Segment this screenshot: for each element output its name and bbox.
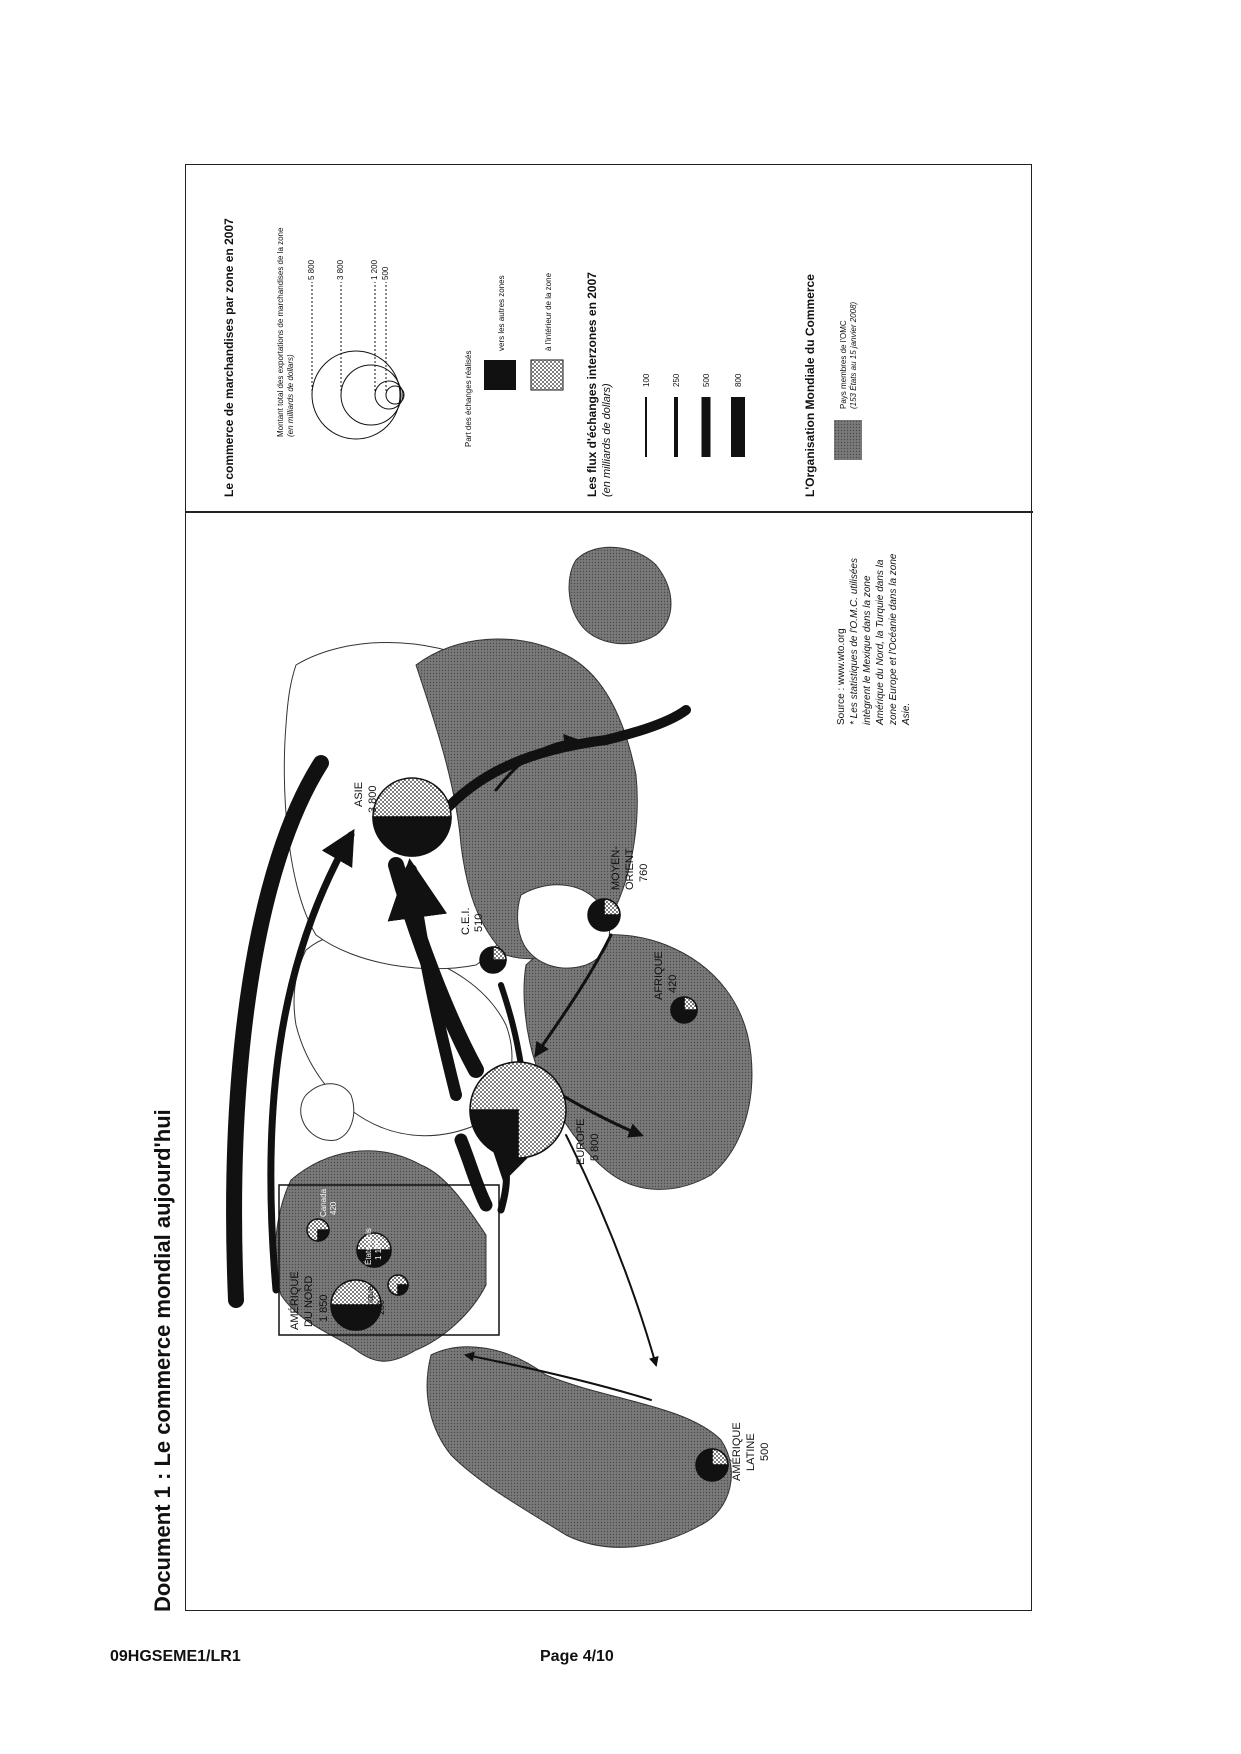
legend-flow-value-2: 250 [672,373,681,387]
legend-wto-title: L'Organisation Mondiale du Commerce [803,274,817,497]
label-cei: C.E.I. [460,907,472,935]
flow-america-europe [496,1150,506,1210]
legend-wto-note: (153 États au 15 janvier 2008) [849,301,858,409]
source-line-2: * Les statistiques de l'O.M.C. utilisées [849,558,860,725]
source-line-1: Source : www.wto.org [836,628,847,725]
label-moyen-orient-value: 760 [638,863,650,882]
legend [222,218,862,497]
legend-section1-title: Le commerce de marchandises par zone en 2007 [222,218,236,497]
label-asie: ASIE [353,781,365,807]
legend-flows-title: Les flux d'échanges interzones en 2007 [585,272,599,497]
label-etats-unis-value: 1 150 [374,1239,383,1260]
legend-share-caption: Part des échanges réalisés [464,350,473,447]
label-amerique-nord-1: AMÉRIQUE [289,1271,301,1330]
legend-circles-unit: (en milliards de dollars) [286,354,295,437]
canada-circle [307,1219,329,1241]
label-canada-value: 420 [329,1201,338,1215]
source-line-3: intègrent le Mexique dans la zone [862,575,873,725]
legend-divider [186,511,1033,513]
label-canada: Canada [319,1188,328,1217]
label-mexique-value: 280 [376,1299,386,1315]
document-title: Document 1 : Le commerce mondial aujourd'hui [150,1109,175,1612]
legend-wto-item: Pays membres de l'OMC [839,320,848,409]
label-europe-value: 5 800 [589,1133,601,1161]
label-afrique: AFRIQUE [653,951,665,1000]
label-europe: EUROPE [575,1118,587,1165]
map-figure [186,165,1033,1612]
label-amerique-latine-value: 500 [759,1442,771,1461]
oceania-landmass [569,547,671,643]
source-line-6: Asie. [901,702,912,725]
label-afrique-value: 420 [667,974,679,993]
footer-page-number: Page 4/10 [540,1648,614,1665]
legend-circle-value-3: 1 200 [370,259,379,280]
label-amerique-latine-1: AMÉRIQUE [731,1422,743,1481]
greenland-landmass [301,1084,354,1141]
legend-share-inside-swatch [531,360,563,390]
asia-circle [373,778,451,856]
mexique-circle [388,1275,408,1295]
cei-circle [480,947,506,973]
document-frame [185,164,1032,1611]
legend-share-other: vers les autres zones [497,275,506,351]
legend-wto-swatch [834,420,862,460]
moyen-orient-circle [588,899,620,931]
legend-circles-caption: Montant total des exportations de marchandises de la zone [276,227,285,437]
europe-circle [470,1062,566,1158]
legend-flows-unit: (en milliards de dollars) [601,383,613,497]
flow-europe-america [461,1140,486,1205]
legend-circle-value-1: 5 800 [307,259,316,280]
legend-flow-value-3: 500 [702,373,711,387]
source-line-5: zone Europe et l'Océanie dans la zone [888,553,899,725]
legend-circle-value-2: 3 800 [336,259,345,280]
legend-flow-value-4: 800 [734,373,743,387]
legend-circle-value-4: 500 [381,266,390,280]
afrique-circle [671,997,697,1023]
label-etats-unis: États-Unis [364,1228,373,1265]
world-map [275,547,752,1547]
legend-share-inside: à l'intérieur de la zone [544,272,553,351]
label-mexique: Mexique [365,1285,375,1320]
footer-code: 09HGSEME1/LR1 [110,1648,241,1665]
amerique-latine-circle [696,1449,728,1481]
label-amerique-nord-2: DU NORD [303,1275,315,1327]
label-amerique-nord-value: 1 850 [318,1294,330,1322]
label-asie-value: 3 800 [367,785,379,813]
legend-flow-value-1: 100 [642,373,651,387]
label-amerique-latine-2: LATINE [745,1433,757,1471]
legend-share-other-swatch [484,360,516,390]
label-moyen-orient-1: MOYEN- [610,846,622,890]
label-cei-value: 510 [473,913,485,932]
source-line-4: Amérique du Nord, la Turquie dans la [875,559,886,725]
latin-america-landmass [427,1347,731,1548]
africa-landmass [524,935,752,1190]
label-moyen-orient-2: ORIENT [624,848,636,890]
